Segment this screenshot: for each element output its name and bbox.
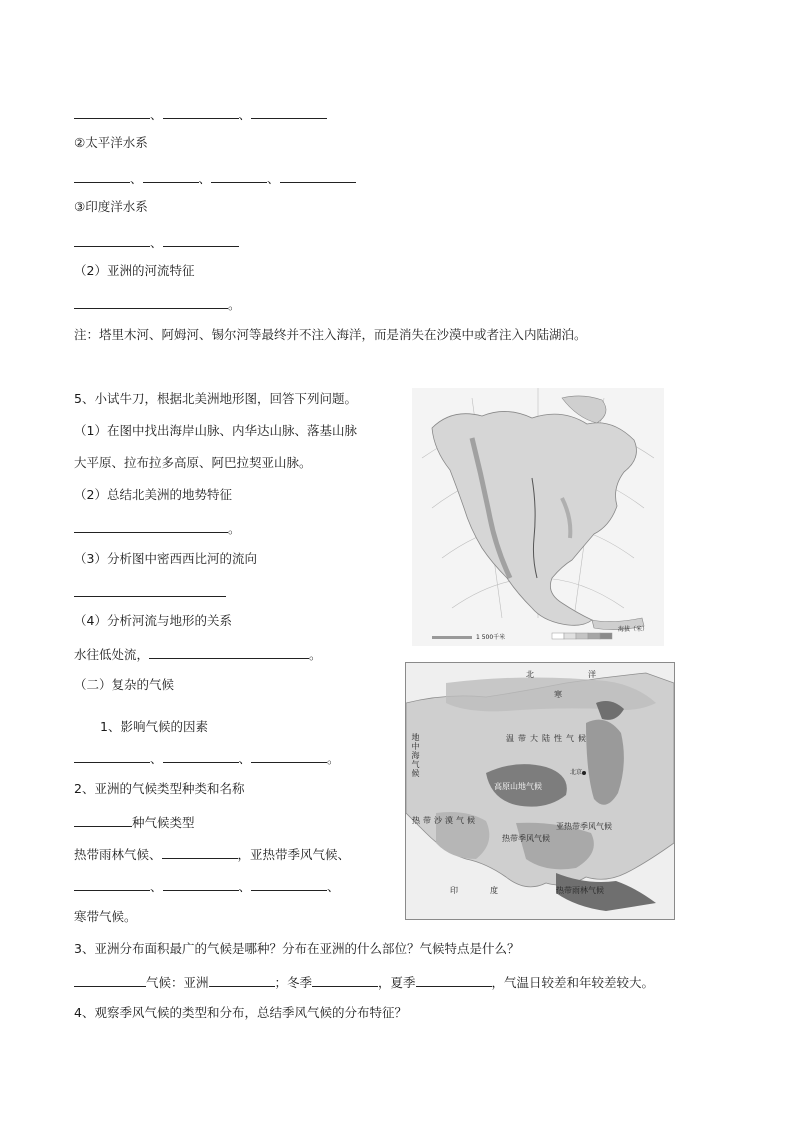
answer-line-arctic-systems: 、 、 (74, 104, 327, 124)
blank[interactable] (163, 232, 239, 247)
blank[interactable] (74, 972, 146, 987)
label-temperate-continental: 温带大陆性气候 (506, 734, 590, 743)
answer-line-pacific: 、 、 、 (74, 168, 356, 188)
note-inland-rivers: 注：塔里木河、阿姆河、锡尔河等最终并不注入海洋，而是消失在沙漠中或者注入内陆湖泊。 (74, 327, 587, 342)
blank[interactable] (74, 518, 228, 533)
blank[interactable] (74, 812, 132, 827)
na-scale-label: 1 500千米 (476, 634, 506, 641)
blank[interactable] (143, 168, 199, 183)
climate-factors-title: 1、影响气候的因素 (100, 719, 208, 734)
blank[interactable] (312, 972, 378, 987)
blank[interactable] (163, 876, 239, 891)
blank[interactable] (74, 232, 150, 247)
answer-line-3: 气候：亚洲 ；冬季 ，夏季 ，气温日较差和年较差较大。 (74, 972, 654, 992)
label-indian-1: 印 (450, 886, 458, 895)
blank[interactable] (74, 294, 228, 309)
question-3: 3、亚洲分布面积最广的气候是哪种？分布在亚洲的什么部位？气候特点是什么？ (74, 941, 520, 956)
blank[interactable] (251, 748, 327, 763)
blank[interactable] (163, 748, 239, 763)
north-america-map (412, 388, 664, 646)
question-climate-types: 2、亚洲的气候类型种类和名称 (74, 781, 245, 796)
answer-line-5-2: 。 (74, 518, 241, 538)
label-plateau-mountain: 高原山地气候 (494, 782, 542, 791)
answer-line-climate-names-2: 、 、 、 (74, 876, 340, 896)
answer-line-climate-names-1: 热带雨林气候、 ，亚热带季风气候、 (74, 844, 350, 864)
label-tropical-desert: 热带沙漠气候 (412, 816, 478, 825)
blank[interactable] (149, 644, 309, 659)
label-subtropical-monsoon: 亚热带季风气候 (556, 822, 612, 831)
blank[interactable] (163, 104, 239, 119)
blank[interactable] (74, 748, 150, 763)
answer-line-factors: 、 、 。 (74, 748, 340, 768)
blank[interactable] (74, 876, 150, 891)
section-climate-title: （二）复杂的气候 (74, 677, 175, 692)
question-5-2: （2）总结北美洲的地势特征 (74, 487, 232, 502)
blank[interactable] (280, 168, 356, 183)
asia-climate-map (405, 662, 675, 920)
blank[interactable] (251, 876, 327, 891)
north-america-map-graphic (412, 388, 664, 646)
label-tropical-monsoon: 热带季风气候 (502, 834, 550, 843)
question-5-3: （3）分析图中密西西比河的流向 (74, 551, 257, 566)
label-indian-2: 度 (490, 886, 498, 895)
label-mediterranean: 地中海气候 (411, 733, 420, 778)
heading-pacific: ②太平洋水系 (74, 135, 148, 150)
answer-line-5-4: 水往低处流， 。 (74, 644, 322, 664)
answer-line-river-features: 。 (74, 294, 241, 314)
heading-indian: ③印度洋水系 (74, 199, 148, 214)
na-legend-label: 海拔（米） (618, 626, 649, 633)
question-5-1-cont: 大平原、拉布拉多高原、阿巴拉契亚山脉。 (74, 455, 312, 470)
question-5: 5、小试牛刀，根据北美洲地形图，回答下列问题。 (74, 391, 357, 406)
answer-line-cold: 寒带气候。 (74, 909, 137, 924)
blank[interactable] (416, 972, 492, 987)
question-5-4: （4）分析河流与地形的关系 (74, 613, 232, 628)
blank[interactable] (74, 582, 226, 597)
label-north: 北 (526, 670, 534, 679)
blank[interactable] (74, 104, 150, 119)
answer-line-type-count: 种气候类型 (74, 812, 195, 832)
blank[interactable] (209, 972, 275, 987)
blank[interactable] (162, 844, 238, 859)
blank[interactable] (211, 168, 267, 183)
answer-line-5-3 (74, 582, 226, 602)
question-5-1: （1）在图中找出海岸山脉、内华达山脉、落基山脉 (74, 423, 357, 438)
question-river-features: （2）亚洲的河流特征 (74, 263, 195, 278)
blank[interactable] (74, 168, 130, 183)
question-4: 4、观察季风气候的类型和分布，总结季风气候的分布特征？ (74, 1005, 407, 1020)
label-tropical-rainforest: 热带雨林气候 (556, 886, 604, 895)
label-ocean: 洋 (588, 670, 596, 679)
answer-line-indian: 、 (74, 232, 239, 252)
blank[interactable] (251, 104, 327, 119)
label-cold: 寒 (554, 690, 562, 699)
label-beijing: 北京 (570, 769, 583, 776)
